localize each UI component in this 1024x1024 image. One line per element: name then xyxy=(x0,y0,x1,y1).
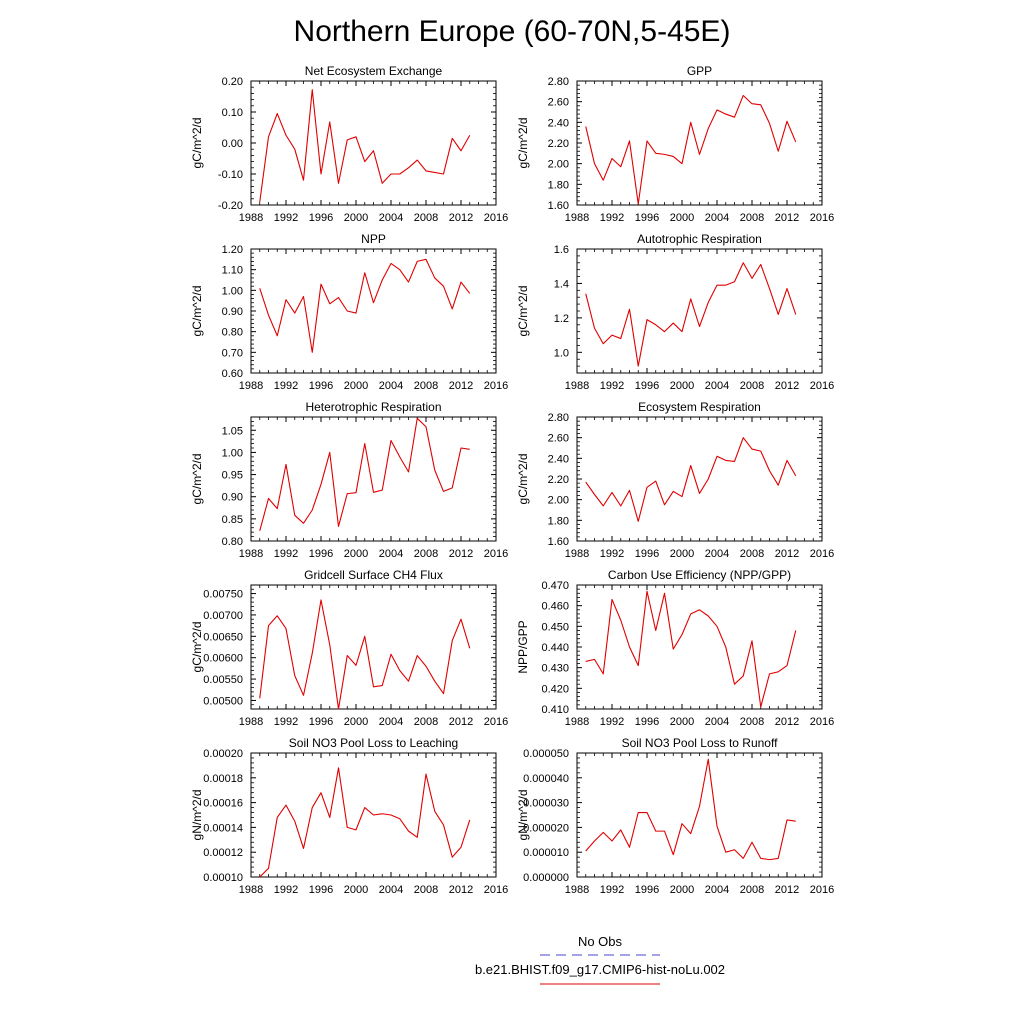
panel-1 xyxy=(190,64,508,224)
x-tick-label: 2004 xyxy=(378,884,404,896)
y-tick-label: 0.80 xyxy=(221,536,243,548)
x-tick-label: 2008 xyxy=(739,716,765,728)
y-tick-label: 1.10 xyxy=(221,264,243,277)
y-axis-label: NPP/GPP xyxy=(516,620,530,674)
x-tick-label: 2000 xyxy=(343,212,369,224)
x-tick-label: 2012 xyxy=(448,380,474,392)
y-tick-label: 0.90 xyxy=(221,491,243,504)
x-tick-label: 2012 xyxy=(774,380,800,392)
x-tick-label: 2016 xyxy=(483,716,509,728)
plot-frame xyxy=(577,753,822,877)
legend xyxy=(475,934,725,984)
x-tick-label: 2016 xyxy=(483,380,509,392)
y-tick-label: 1.20 xyxy=(221,244,243,256)
x-tick-label: 1996 xyxy=(634,212,660,224)
series-line xyxy=(260,768,470,877)
x-tick-label: 2008 xyxy=(739,548,765,560)
x-tick-label: 2000 xyxy=(669,380,695,392)
x-tick-label: 2000 xyxy=(343,548,369,560)
series-line xyxy=(586,438,796,522)
panel-title: NPP xyxy=(361,232,386,246)
y-tick-label: 1.80 xyxy=(547,515,569,528)
panel-title: Soil NO3 Pool Loss to Runoff xyxy=(621,736,778,750)
panel-title: Net Ecosystem Exchange xyxy=(304,64,443,78)
series-line xyxy=(260,600,470,709)
y-axis-label: gC/m^2/d xyxy=(190,285,204,337)
x-tick-label: 2004 xyxy=(704,548,730,560)
x-tick-label: 2012 xyxy=(448,548,474,560)
legend-label-model: b.e21.BHIST.f09_g17.CMIP6-hist-noLu.002 xyxy=(474,962,726,977)
x-tick-label: 1996 xyxy=(308,212,334,224)
panel-title: GPP xyxy=(686,64,713,78)
panel-title: Carbon Use Efficiency (NPP/GPP) xyxy=(607,568,792,582)
y-tick-label: 1.60 xyxy=(547,536,569,548)
x-tick-label: 2012 xyxy=(774,212,800,224)
y-axis-label: gN/m^2/d xyxy=(516,789,530,841)
y-tick-label: 0.00500 xyxy=(203,695,243,708)
panel-4 xyxy=(516,232,834,392)
y-tick-label: 2.40 xyxy=(547,453,569,466)
panel-title: Ecosystem Respiration xyxy=(638,400,761,414)
panel-title: Autotrophic Respiration xyxy=(637,232,762,246)
x-tick-label: 2008 xyxy=(739,212,765,224)
x-tick-label: 2012 xyxy=(774,716,800,728)
x-tick-label: 1988 xyxy=(238,380,264,392)
y-axis-label: gC/m^2/d xyxy=(190,621,204,673)
y-tick-label: 2.00 xyxy=(547,158,569,171)
x-tick-label: 2008 xyxy=(413,884,439,896)
x-tick-label: 2004 xyxy=(704,212,730,224)
x-tick-label: 2004 xyxy=(704,716,730,728)
y-tick-label: 1.4 xyxy=(553,278,569,291)
y-tick-label: 0.00750 xyxy=(203,588,243,601)
x-tick-label: 2000 xyxy=(669,884,695,896)
y-tick-label: 0.430 xyxy=(541,662,569,675)
series-line xyxy=(586,591,796,707)
y-tick-label: 0.00010 xyxy=(203,872,243,884)
x-tick-label: 2000 xyxy=(669,212,695,224)
y-axis-label: gC/m^2/d xyxy=(190,117,204,169)
y-tick-label: 2.40 xyxy=(547,117,569,130)
y-tick-label: 2.80 xyxy=(547,412,569,424)
y-tick-label: 1.60 xyxy=(547,200,569,212)
y-tick-label: 0.70 xyxy=(221,347,243,360)
y-tick-label: 0.00016 xyxy=(203,797,243,810)
x-tick-label: 1988 xyxy=(564,212,590,224)
x-tick-label: 1996 xyxy=(308,548,334,560)
x-tick-label: 1996 xyxy=(308,380,334,392)
y-tick-label: 0.00700 xyxy=(203,609,243,622)
plot-frame xyxy=(577,81,822,205)
x-tick-label: 1996 xyxy=(634,884,660,896)
panel-3 xyxy=(190,232,508,392)
x-tick-label: 2008 xyxy=(413,548,439,560)
x-tick-label: 2016 xyxy=(483,884,509,896)
x-tick-label: 2004 xyxy=(704,884,730,896)
panel-10 xyxy=(516,736,834,896)
x-tick-label: 1992 xyxy=(599,380,625,392)
x-tick-label: 2000 xyxy=(669,716,695,728)
y-tick-label: 0.60 xyxy=(221,368,243,380)
series-line xyxy=(586,95,796,204)
panel-title: Soil NO3 Pool Loss to Leaching xyxy=(288,736,459,750)
x-tick-label: 1988 xyxy=(564,884,590,896)
y-tick-label: 1.00 xyxy=(221,447,243,460)
y-tick-label: 0.20 xyxy=(221,76,243,88)
series-line xyxy=(586,263,796,366)
x-tick-label: 2016 xyxy=(483,548,509,560)
x-tick-label: 2012 xyxy=(774,548,800,560)
y-tick-label: -0.10 xyxy=(217,169,243,181)
y-tick-label: 0.80 xyxy=(221,326,243,339)
y-tick-label: 1.0 xyxy=(553,347,569,360)
panel-6 xyxy=(516,400,834,560)
y-tick-label: 2.80 xyxy=(547,76,569,88)
panel-title: Heterotrophic Respiration xyxy=(305,400,442,414)
y-tick-label: 0.90 xyxy=(221,306,243,318)
x-tick-label: 1992 xyxy=(273,884,299,896)
series-line xyxy=(260,418,470,530)
series-line xyxy=(260,90,470,202)
x-tick-label: 2016 xyxy=(809,716,835,728)
panel-2 xyxy=(516,64,834,224)
x-tick-label: 1996 xyxy=(634,380,660,392)
x-tick-label: 1992 xyxy=(599,212,625,224)
y-tick-label: 1.80 xyxy=(547,179,569,192)
y-axis-label: gC/m^2/d xyxy=(190,453,204,505)
y-tick-label: 0.00012 xyxy=(203,847,243,860)
x-tick-label: 2000 xyxy=(343,716,369,728)
plot-frame xyxy=(577,249,822,373)
y-tick-label: 0.000000 xyxy=(523,872,569,884)
panel-7 xyxy=(190,568,508,728)
x-tick-label: 2008 xyxy=(413,212,439,224)
x-tick-label: 2012 xyxy=(774,884,800,896)
y-tick-label: 0.00014 xyxy=(203,822,243,835)
plot-frame xyxy=(251,249,496,373)
y-tick-label: 0.450 xyxy=(541,621,569,634)
y-tick-label: 2.00 xyxy=(547,494,569,507)
x-tick-label: 1992 xyxy=(273,548,299,560)
y-tick-label: 0.10 xyxy=(221,107,243,119)
y-axis-label: gC/m^2/d xyxy=(516,453,530,505)
x-tick-label: 1992 xyxy=(599,716,625,728)
x-tick-label: 2000 xyxy=(669,548,695,560)
y-tick-label: 2.20 xyxy=(547,474,569,486)
panels xyxy=(190,64,834,896)
panel-9 xyxy=(190,736,508,896)
y-tick-label: 0.85 xyxy=(221,513,243,526)
x-tick-label: 1992 xyxy=(273,716,299,728)
x-tick-label: 1996 xyxy=(634,716,660,728)
x-tick-label: 1992 xyxy=(273,380,299,392)
x-tick-label: 2016 xyxy=(483,212,509,224)
y-tick-label: 0.00650 xyxy=(203,631,243,644)
x-tick-label: 2004 xyxy=(378,548,404,560)
x-tick-label: 2004 xyxy=(378,212,404,224)
y-axis-label: gC/m^2/d xyxy=(516,117,530,169)
y-tick-label: 0.00020 xyxy=(203,748,243,760)
y-tick-label: 0.470 xyxy=(541,580,569,592)
series-line xyxy=(586,759,796,859)
x-tick-label: 1992 xyxy=(273,212,299,224)
y-tick-label: 0.410 xyxy=(541,704,569,716)
x-tick-label: 1988 xyxy=(238,548,264,560)
y-tick-label: 0.00550 xyxy=(203,674,243,687)
x-tick-label: 1992 xyxy=(599,884,625,896)
x-tick-label: 2008 xyxy=(739,884,765,896)
y-axis-label: gC/m^2/d xyxy=(516,285,530,337)
y-tick-label: 0.000010 xyxy=(523,847,569,860)
panel-title: Gridcell Surface CH4 Flux xyxy=(304,568,443,582)
x-tick-label: 2004 xyxy=(704,380,730,392)
x-tick-label: 2016 xyxy=(809,380,835,392)
y-tick-label: 0.000040 xyxy=(523,772,569,785)
series-line xyxy=(260,259,470,352)
x-tick-label: 2016 xyxy=(809,884,835,896)
figure-title: Northern Europe (60-70N,5-45E) xyxy=(293,15,731,48)
y-tick-label: 0.95 xyxy=(221,469,243,482)
x-tick-label: 2000 xyxy=(343,884,369,896)
x-tick-label: 1996 xyxy=(308,716,334,728)
y-axis-label: gN/m^2/d xyxy=(190,789,204,841)
y-tick-label: -0.20 xyxy=(217,200,243,212)
x-tick-label: 1996 xyxy=(634,548,660,560)
x-tick-label: 2016 xyxy=(809,212,835,224)
x-tick-label: 1988 xyxy=(564,380,590,392)
x-tick-label: 2012 xyxy=(448,212,474,224)
y-tick-label: 2.60 xyxy=(547,96,569,109)
x-tick-label: 1988 xyxy=(238,716,264,728)
x-tick-label: 2004 xyxy=(378,380,404,392)
x-tick-label: 2012 xyxy=(448,716,474,728)
y-tick-label: 0.000020 xyxy=(523,822,569,835)
y-tick-label: 2.20 xyxy=(547,138,569,150)
x-tick-label: 2008 xyxy=(413,716,439,728)
x-tick-label: 2000 xyxy=(343,380,369,392)
y-tick-label: 1.00 xyxy=(221,285,243,298)
x-tick-label: 1992 xyxy=(599,548,625,560)
plot-frame xyxy=(251,417,496,541)
x-tick-label: 1988 xyxy=(238,884,264,896)
y-tick-label: 0.00018 xyxy=(203,772,243,785)
x-tick-label: 1988 xyxy=(238,212,264,224)
y-tick-label: 0.000030 xyxy=(523,797,569,810)
y-tick-label: 1.6 xyxy=(553,244,569,256)
panel-5 xyxy=(190,400,508,560)
y-tick-label: 1.2 xyxy=(553,312,569,325)
y-tick-label: 0.460 xyxy=(541,600,569,613)
y-tick-label: 0.420 xyxy=(541,683,569,696)
plot-frame xyxy=(251,585,496,709)
panel-8 xyxy=(516,568,834,728)
x-tick-label: 2008 xyxy=(413,380,439,392)
x-tick-label: 2008 xyxy=(739,380,765,392)
y-tick-label: 0.00600 xyxy=(203,652,243,665)
plot-frame xyxy=(251,81,496,205)
legend-label-obs: No Obs xyxy=(577,934,623,949)
x-tick-label: 2004 xyxy=(378,716,404,728)
x-tick-label: 1988 xyxy=(564,548,590,560)
y-tick-label: 1.05 xyxy=(221,425,243,438)
y-tick-label: 0.00 xyxy=(221,138,243,150)
y-tick-label: 0.000050 xyxy=(523,748,569,760)
y-tick-label: 0.440 xyxy=(541,642,569,654)
x-tick-label: 1996 xyxy=(308,884,334,896)
x-tick-label: 2012 xyxy=(448,884,474,896)
y-tick-label: 2.60 xyxy=(547,432,569,445)
x-tick-label: 1988 xyxy=(564,716,590,728)
plot-frame xyxy=(577,417,822,541)
x-tick-label: 2016 xyxy=(809,548,835,560)
